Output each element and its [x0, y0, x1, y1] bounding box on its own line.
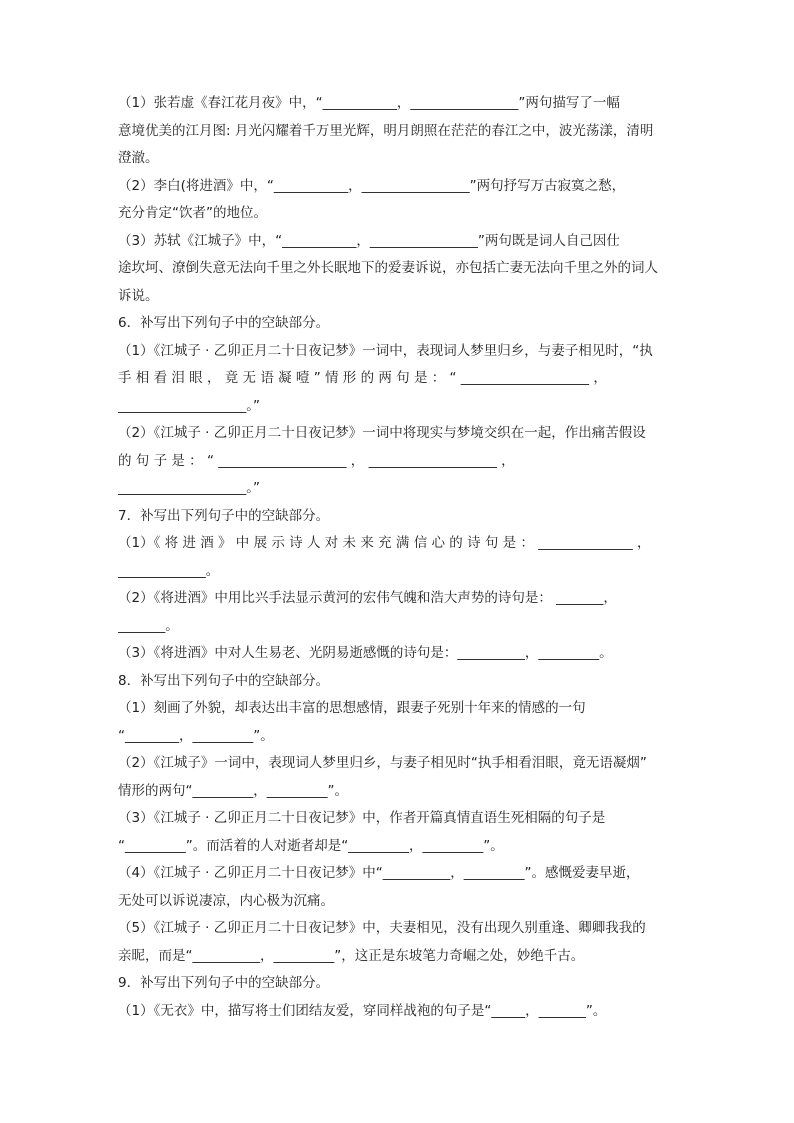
text-line: 途坎坷、潦倒失意无法向千里之外长眠地下的爱妻诉说，亦包括亡妻无法向千里之外的词人	[118, 260, 658, 276]
text-line: （4）《江城子 · 乙卯正月二十日夜记梦》中“__________，_________”。感慨爱妻早逝，	[118, 865, 640, 881]
text-line: 充分肯定“饮者”的地位。	[118, 205, 267, 221]
text-line: 亲昵，而是“__________，_________”，这正是东坡笔力奇崛之处，妙绝千古。	[118, 947, 585, 964]
text-line: （1）张若虚《春江花月夜》中，“___________，________________”两句描写了一幅	[118, 95, 620, 111]
text-line: （1）《江城子 · 乙卯正月二十日夜记梦》一词中，表现词人梦里归乡，与妻子相见时，“执	[118, 342, 653, 359]
text-line: “________，_________”。	[118, 727, 274, 744]
text-line: （3）《江城子 · 乙卯正月二十日夜记梦》中，作者开篇真情直语生死相隔的句子是	[118, 810, 606, 826]
text-line: （2）李白(将进酒》中，“___________，________________”两句抒写万古寂寞之愁，	[118, 177, 626, 194]
question-heading: 6．补写出下列句子中的空缺部分。	[118, 315, 330, 331]
text-line: （2）《江城子》一词中，表现词人梦里归乡，与妻子相见时“执手相看泪眼，竟无语凝烟”	[118, 755, 647, 771]
text-line: “_________”。而活着的人对逝者却是“_________，_________”。	[118, 837, 504, 854]
question-heading: 7．补写出下列句子中的空缺部分。	[118, 507, 330, 524]
text-line: 无处可以诉说凄凉，内心极为沉痛。	[118, 892, 334, 909]
text-line: （3）《将进酒》中对人生易老、光阴易逝感慨的诗句是：__________，_________。	[118, 645, 613, 661]
text-line: （1）刻画了外貌，却表达出丰富的思想感情，跟妻子死别十年来的情感的一句	[118, 700, 586, 716]
text-line: （1）《无衣》中，描写将士们团结友爱，穿同样战袍的句子是“_____，_______”。	[118, 1002, 607, 1019]
text-line: _______。	[118, 617, 179, 634]
document-page	[118, 90, 676, 1025]
text-line: （3）苏轼《江城子》中，“___________，________________”两句既是词人自己因仕	[118, 232, 620, 249]
text-line: 诉说。	[118, 287, 159, 304]
text-line: （1）《 将 进 酒 》 中 展 示 诗 人 对 未 来 充 满 信 心 的 诗 句 是 ： ______________ ，	[118, 535, 651, 551]
question-heading: 9．补写出下列句子中的空缺部分。	[118, 975, 330, 991]
text-line: （2）《江城子 · 乙卯正月二十日夜记梦》一词中将现实与梦境交织在一起，作出痛苦假设	[118, 425, 646, 441]
text-line: _____________。	[118, 562, 220, 579]
text-line: ___________________。”	[118, 397, 260, 414]
text-line: 情形的两句“_________，_________”。	[118, 782, 348, 799]
text-line: 的 句 子 是 ： “ ___________________ ， ___________________ ，	[118, 452, 515, 469]
text-line: 手 相 看 泪 眼 ， 竟 无 语 凝 噎 ” 情 形 的 两 句 是 ： “ ___________________ ，	[118, 370, 607, 386]
text-line: （5）《江城子 · 乙卯正月二十日夜记梦》中，夫妻相见，没有出现久别重逢、卿卿我我的	[118, 920, 646, 936]
question-heading: 8．补写出下列句子中的空缺部分。	[118, 672, 330, 689]
text-line: 意境优美的江月图: 月光闪耀着千万里光辉，明月朗照在茫茫的春江之中，波光荡漾，清明	[118, 122, 654, 139]
text-line: （2）《将进酒》中用比兴手法显示黄河的宏伟气魄和浩大声势的诗句是： _______，	[118, 590, 617, 606]
text-line: 澄澈。	[118, 150, 159, 166]
text-line: ___________________。”	[118, 480, 260, 496]
